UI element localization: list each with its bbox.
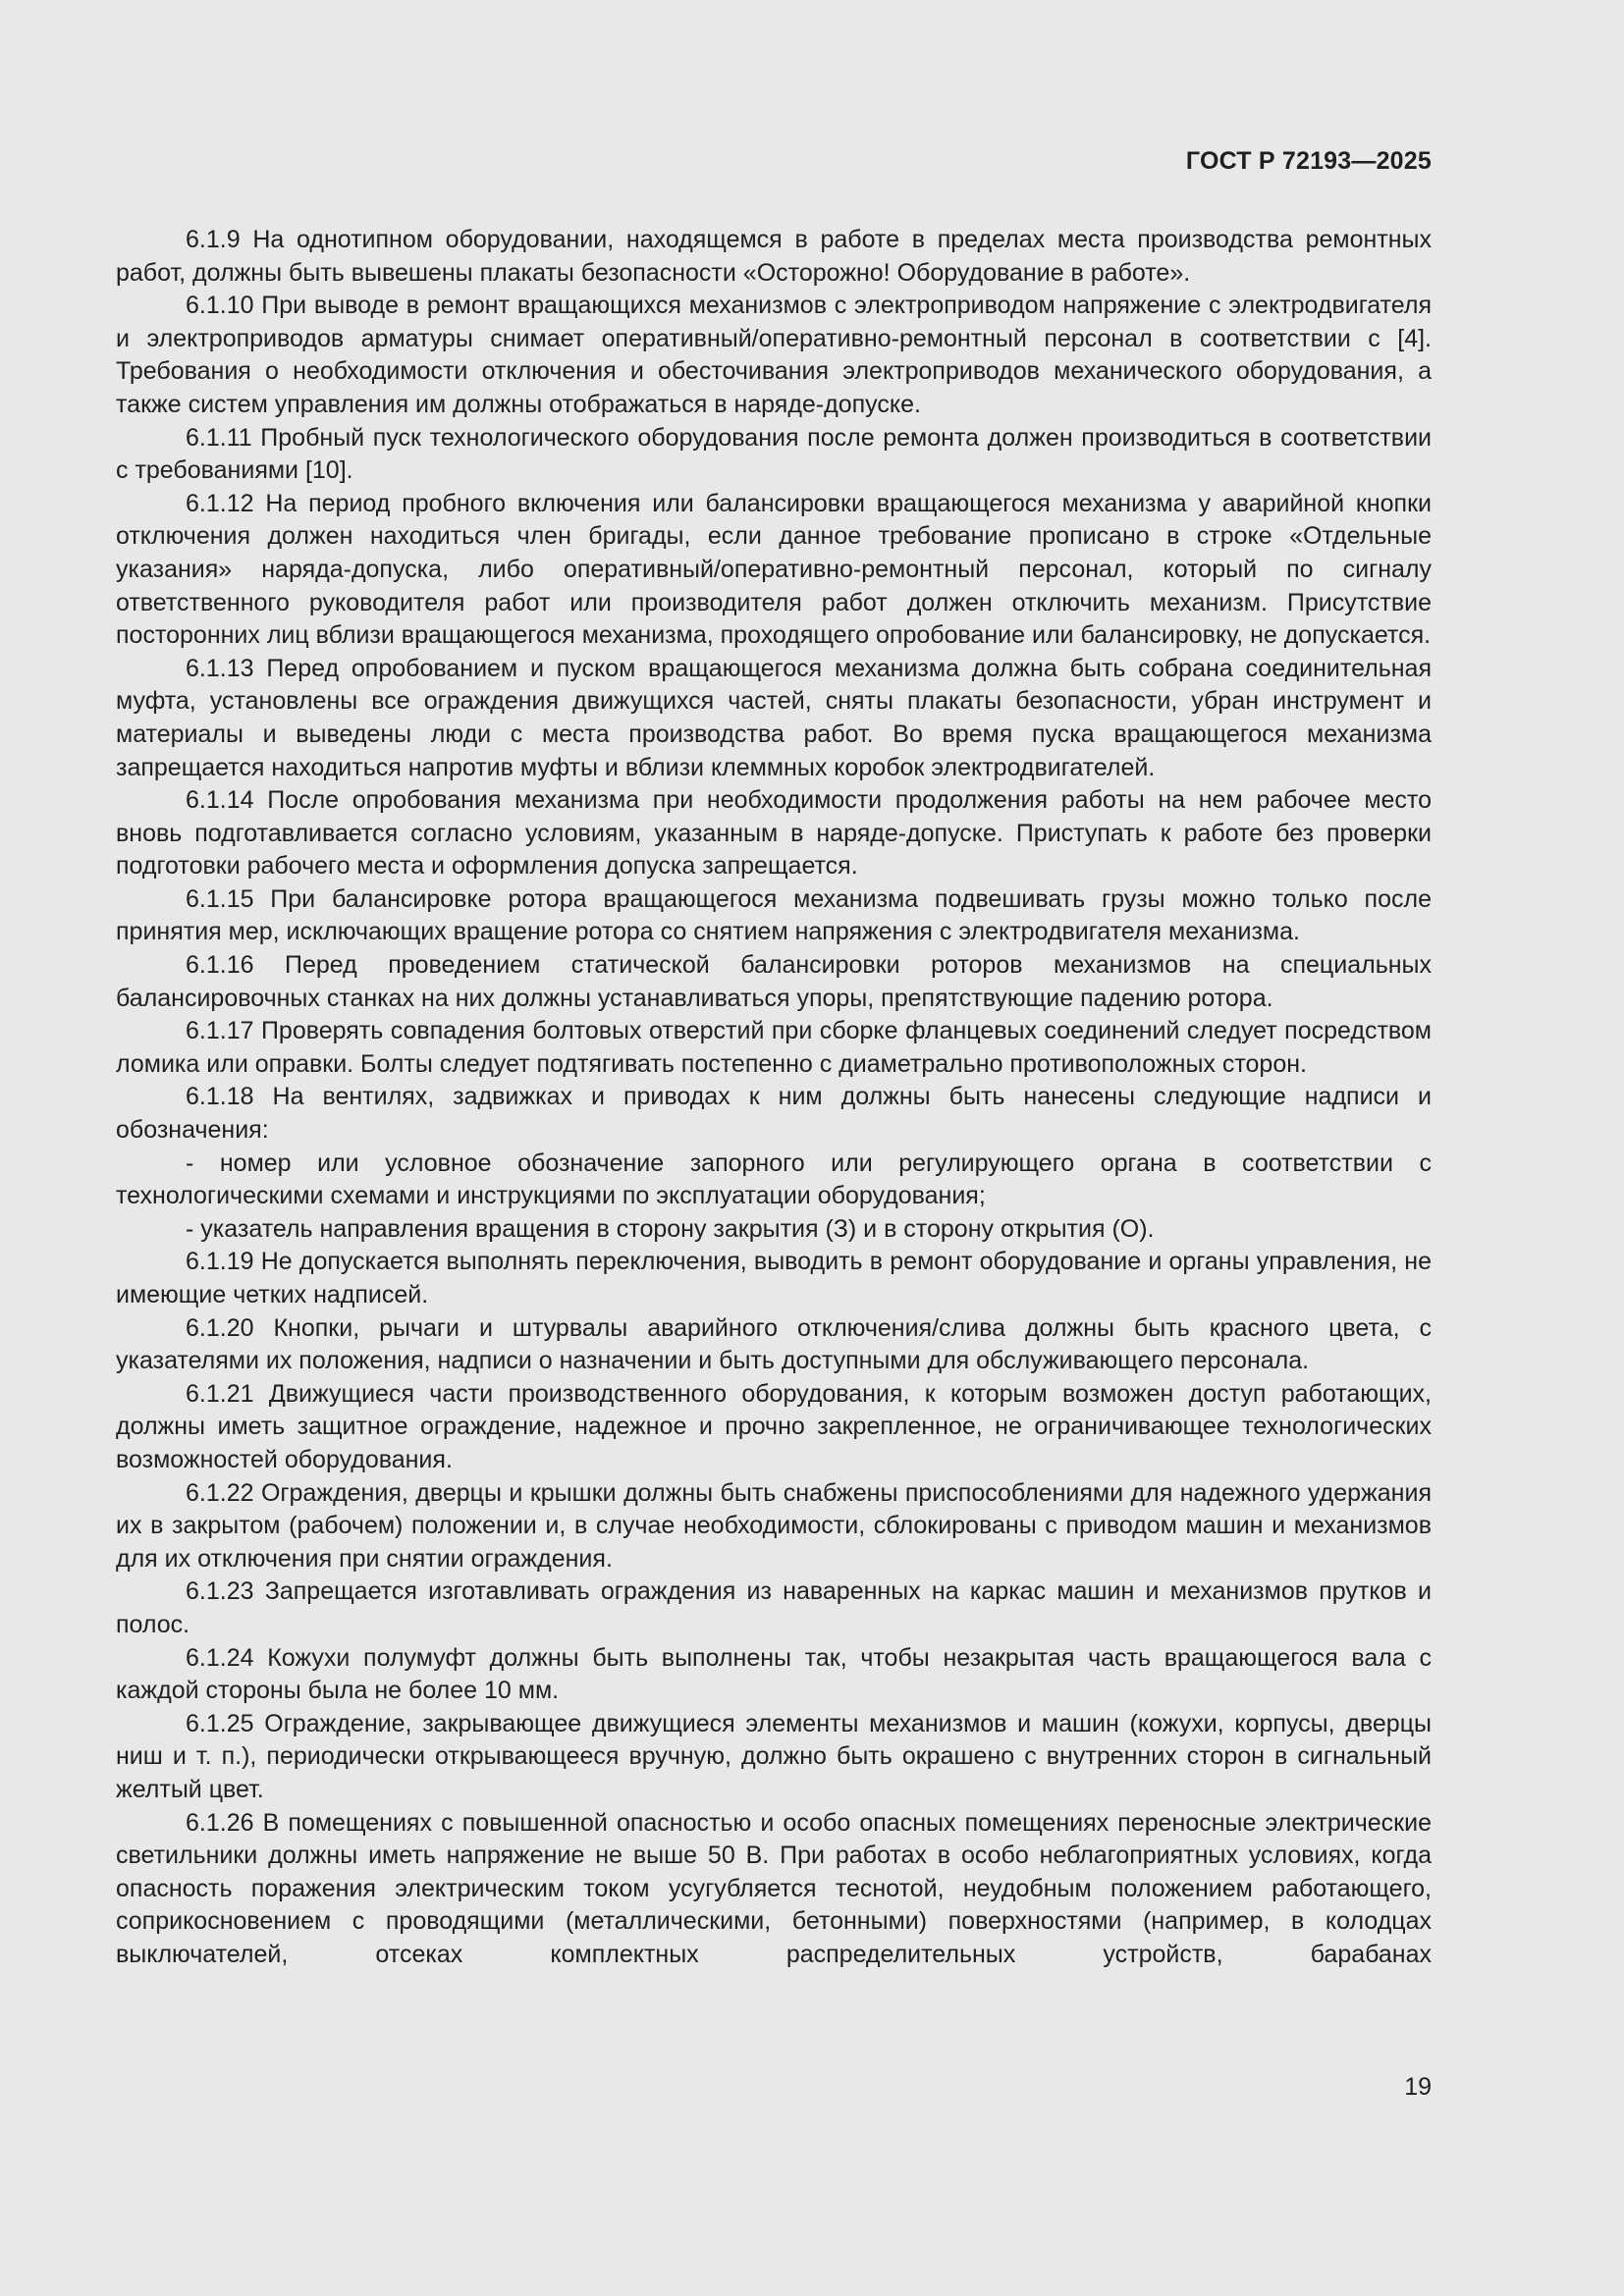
paragraph-6-1-24: 6.1.24 Кожухи полумуфт должны быть выполнены так, чтобы незакрытая часть вращающегося вала с каждой стороны была не более 10 мм. xyxy=(116,1643,1432,1705)
paragraph-6-1-17: 6.1.17 Проверять совпадения болтовых отверстий при сборке фланцевых соединений следует посредством ломика или оправки. Болты следует подтягивать постепенно с диаметрально противоположных сторон. xyxy=(116,1017,1432,1078)
paragraph-6-1-23: 6.1.23 Запрещается изготавливать ограждения из наваренных на каркас машин и механизмов прутков и полос. xyxy=(116,1577,1432,1638)
paragraph-6-1-21: 6.1.21 Движущиеся части производственного оборудования, к которым возможен доступ работающих, должны иметь защитное ограждение, надежное и прочно закрепленное, не ограничивающее технологических возможностей оборудования. xyxy=(116,1379,1432,1473)
paragraph-6-1-9: 6.1.9 На однотипном оборудовании, находящемся в работе в пределах места производства ремонтных работ, должны быть вывешены плакаты безопасности «Осторожно! Оборудование в работе». xyxy=(116,226,1432,287)
document-body xyxy=(116,224,1432,1971)
paragraph-6-1-12: 6.1.12 На период пробного включения или балансировки вращающегося механизма у аварийной кнопки отключения должен находиться член бригады, если данное требование прописано в строке «Отдельные указания» наряда-допуска, либо оперативный/оперативно-ремонтный персонал, который по сигналу ответственного руководителя работ или производителя работ должен отключить механизм. Присутствие посторонних лиц вблизи вращающегося механизма, проходящего опробование или балансировку, не допускается. xyxy=(116,489,1432,650)
list-item-rotation-direction: - указатель направления вращения в сторону закрытия (З) и в сторону открытия (О). xyxy=(186,1214,1155,1243)
paragraph-6-1-16: 6.1.16 Перед проведением статической балансировки роторов механизмов на специальных балансировочных станках на них должны устанавливаться упоры, препятствующие падению ротора. xyxy=(116,951,1432,1012)
paragraph-6-1-15: 6.1.15 При балансировке ротора вращающегося механизма подвешивать грузы можно только после принятия мер, исключающих вращение ротора со снятием напряжения с электродвигателя механизма. xyxy=(116,884,1432,946)
paragraph-6-1-10: 6.1.10 При выводе в ремонт вращающихся механизмов с электроприводом напряжение с электродвигателя и электроприводов арматуры снимает оперативный/оперативно-ремонтный персонал в соответствии с [4]. Требования о необходимости отключения и обесточивания электроприводов механического оборудования, а также систем управления им должны отображаться в наряде-допуске. xyxy=(116,292,1432,418)
paragraph-6-1-20: 6.1.20 Кнопки, рычаги и штурвалы аварийного отключения/слива должны быть красного цвета, с указателями их положения, надписи о назначении и быть доступными для обслуживающего персонала. xyxy=(116,1313,1432,1375)
list-item-valve-marking: - номер или условное обозначение запорного или регулирующего органа в соответствии с технологическими схемами и инструкциями по эксплуатации оборудования; xyxy=(116,1148,1432,1210)
standard-header: ГОСТ Р 72193—2025 xyxy=(1185,147,1432,175)
paragraph-6-1-11: 6.1.11 Пробный пуск технологического оборудования после ремонта должен производиться в соответствии с требованиями [10]. xyxy=(116,423,1432,485)
paragraph-6-1-18: 6.1.18 На вентилях, задвижках и приводах к ним должны быть нанесены следующие надписи и обозначения: xyxy=(116,1083,1432,1145)
paragraph-6-1-22: 6.1.22 Ограждения, дверцы и крышки должны быть снабжены приспособлениями для надежного удержания их в закрытом (рабочем) положении и, в случае необходимости, сблокированы с приводом машин и механизмов для их отключения при снятии ограждения. xyxy=(116,1478,1432,1573)
paragraph-6-1-13: 6.1.13 Перед опробованием и пуском вращающегося механизма должна быть собрана соединительная муфта, установлены все ограждения движущихся частей, сняты плакаты безопасности, убран инструмент и материалы и выведены люди с места производства работ. Во время пуска вращающегося механизма запрещается находиться напротив муфты и вблизи клеммных коробок электродвигателей. xyxy=(116,654,1432,781)
paragraph-6-1-26: 6.1.26 В помещениях с повышенной опасностью и особо опасных помещениях переносные электрические светильники должны иметь напряжение не выше 50 В. При работах в особо неблагоприятных условиях, когда опасность поражения электрическим током усугубляется теснотой, неудобным положением работающего, соприкосновением с проводящими (металлическими, бетонными) поверхностями (например, в колодцах выключателей, отсеках комплектных распределительных устройств, барабанах xyxy=(116,1808,1432,1968)
page-number: 19 xyxy=(1404,2073,1432,2101)
paragraph-6-1-19: 6.1.19 Не допускается выполнять переключения, выводить в ремонт оборудование и органы управления, не имеющие четких надписей. xyxy=(116,1248,1432,1308)
paragraph-6-1-14: 6.1.14 После опробования механизма при необходимости продолжения работы на нем рабочее место вновь подготавливается согласно условиям, указанным в наряде-допуске. Приступать к работе без проверки подготовки рабочего места и оформления допуска запрещается. xyxy=(116,786,1432,881)
paragraph-6-1-25: 6.1.25 Ограждение, закрывающее движущиеся элементы механизмов и машин (кожухи, корпусы, дверцы ниш и т. п.), периодически открывающееся вручную, должно быть окрашено с внутренних сторон в сигнальный желтый цвет. xyxy=(116,1709,1432,1803)
